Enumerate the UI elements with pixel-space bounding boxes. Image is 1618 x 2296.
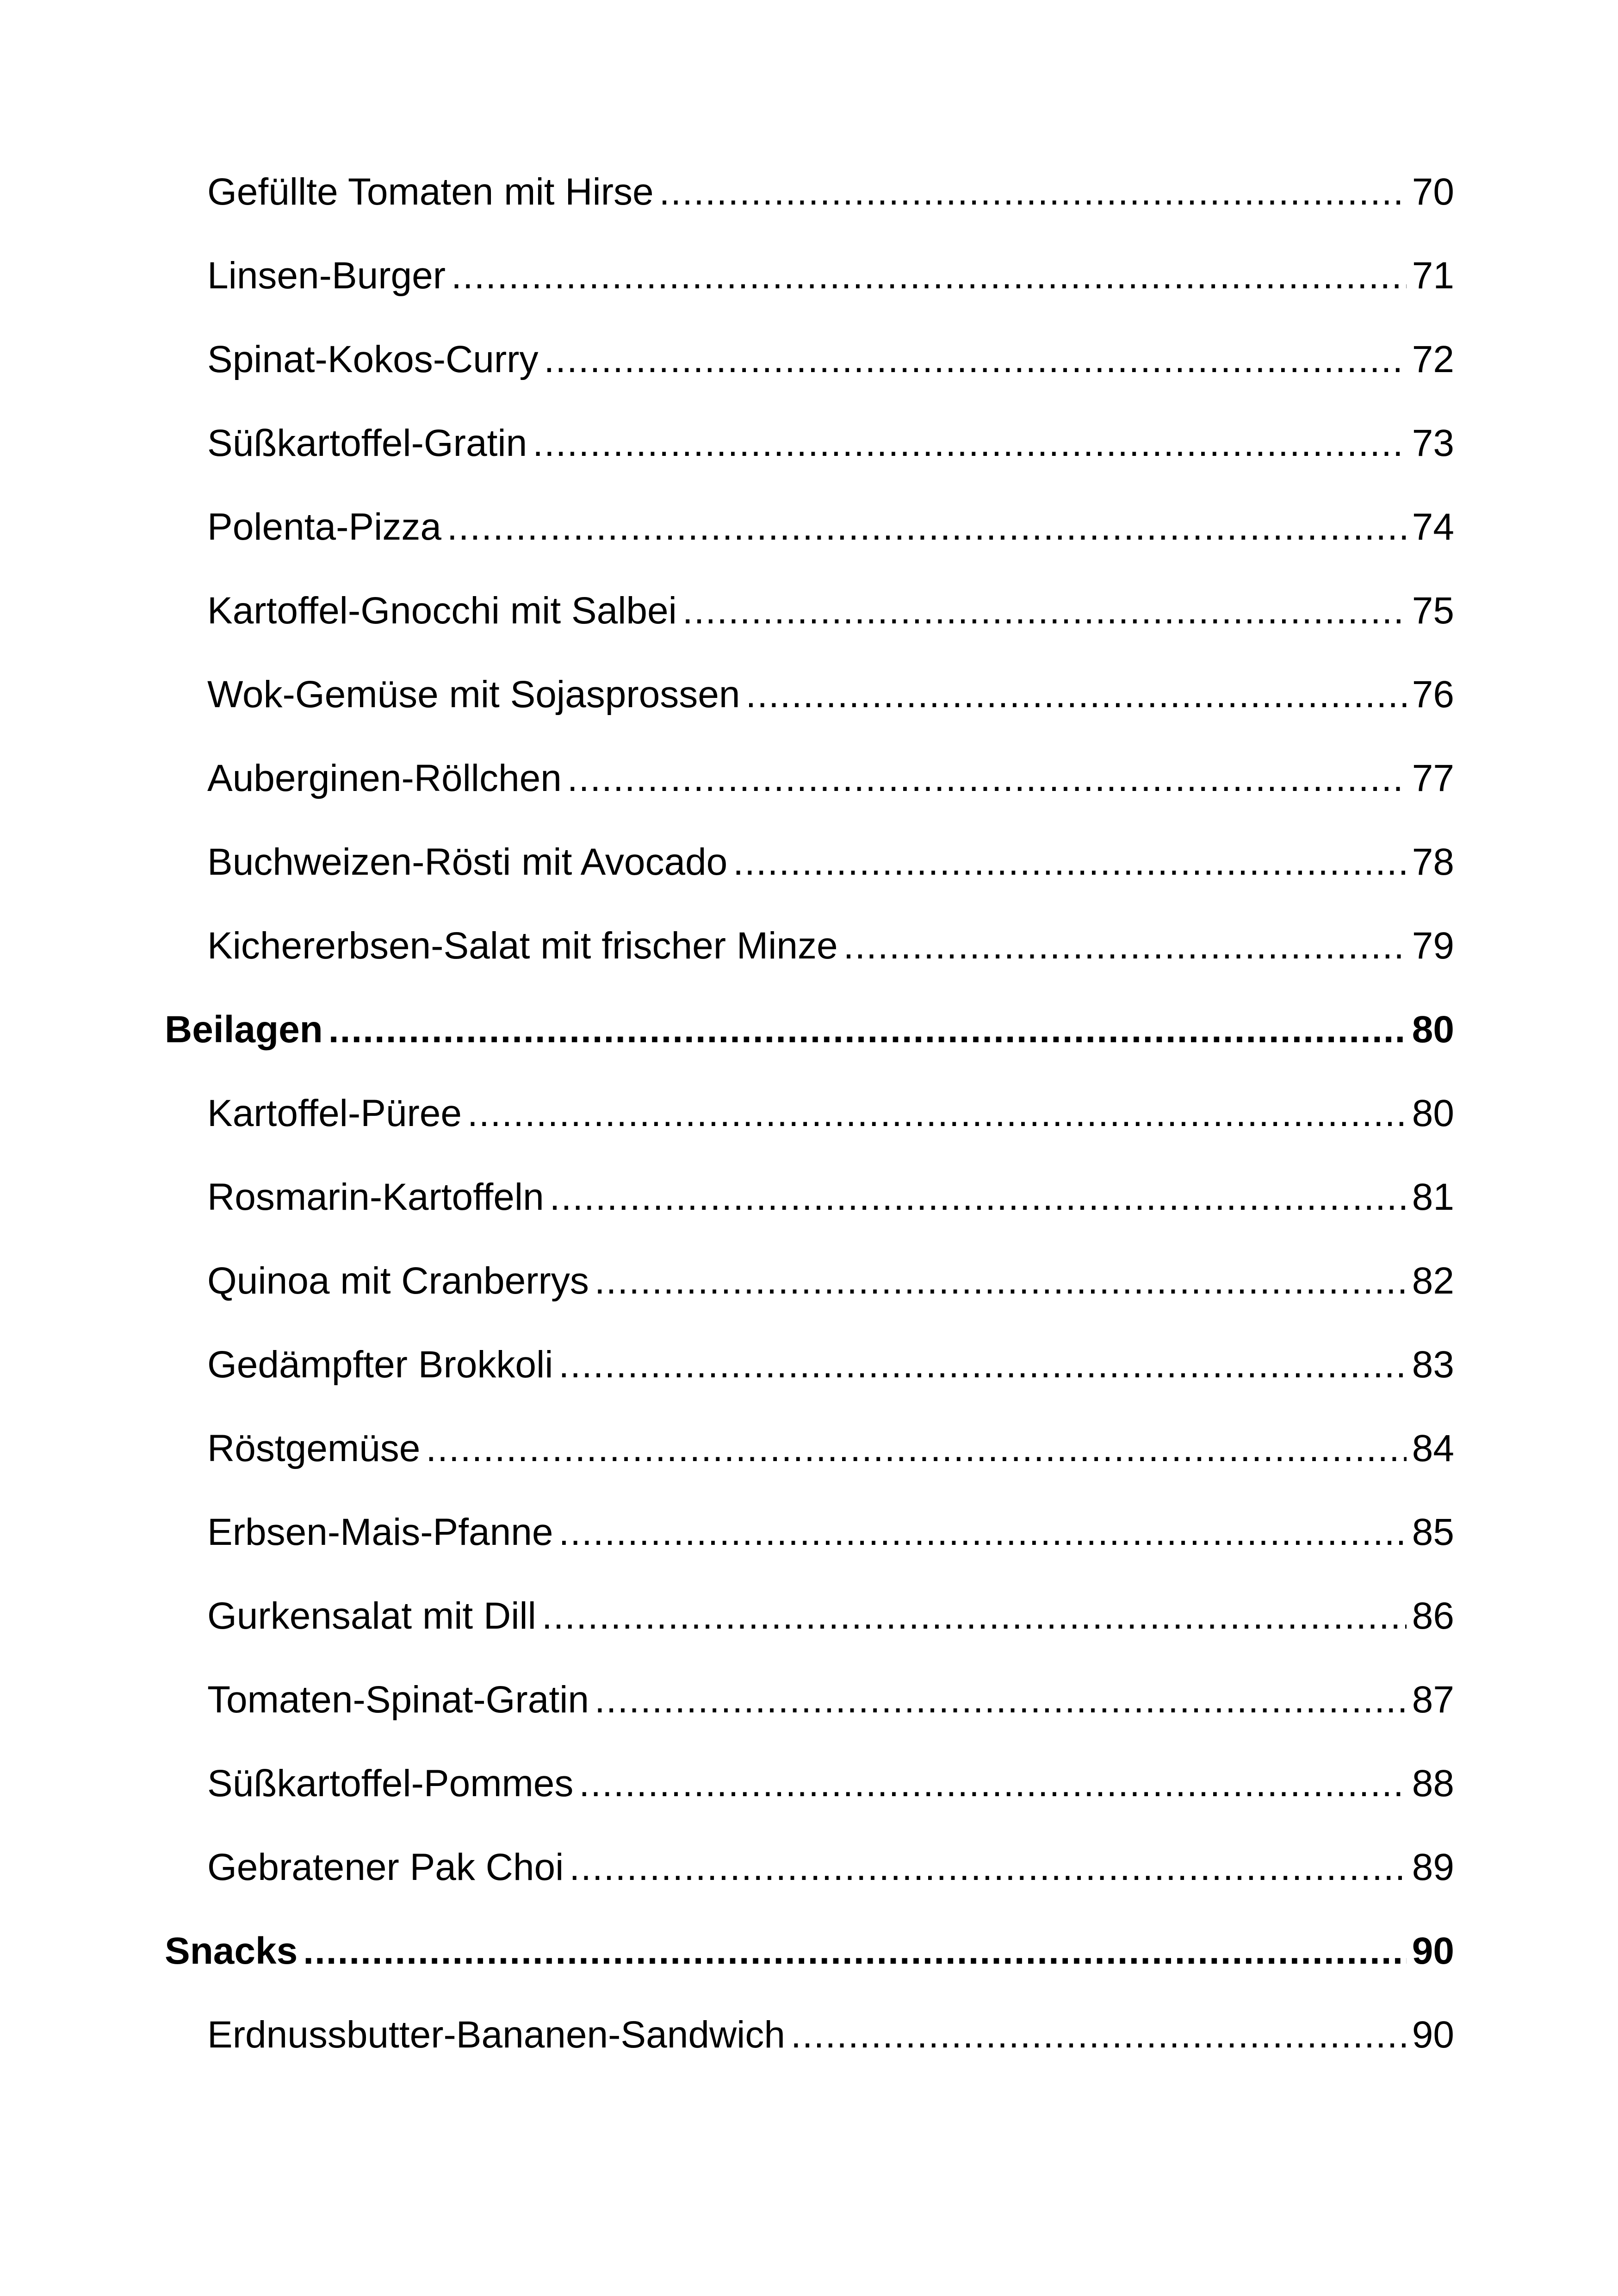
toc-page-number: 74 <box>1412 506 1454 548</box>
toc-entry-title: Röstgemüse <box>207 1427 421 1469</box>
toc-entry-row <box>207 1840 1454 1895</box>
toc-entry-row <box>207 583 1454 639</box>
toc-section-row <box>165 1923 1454 1979</box>
toc-entry-title: Spinat-Kokos-Curry <box>207 338 539 380</box>
toc-dot-leader <box>426 1421 1406 1476</box>
toc-entry-title: Gedämpfter Brokkoli <box>207 1344 553 1386</box>
toc-section-row <box>165 1002 1454 1058</box>
toc-entry-row <box>207 1253 1454 1309</box>
toc-dot-leader <box>569 1840 1406 1895</box>
toc-entry-title: Erdnussbutter-Bananen-Sandwich <box>207 2014 785 2056</box>
toc-entry-row <box>207 1421 1454 1476</box>
toc-section-title: Snacks <box>165 1930 298 1972</box>
toc-entry-title: Erbsen-Mais-Pfanne <box>207 1511 553 1553</box>
toc-entry-row <box>207 1086 1454 1141</box>
toc-page-number: 89 <box>1412 1846 1454 1888</box>
toc-entry-row <box>207 751 1454 806</box>
toc-page-number: 82 <box>1412 1260 1454 1302</box>
toc-page-number: 81 <box>1412 1176 1454 1218</box>
toc-dot-leader <box>843 918 1407 974</box>
toc-page-number: 72 <box>1412 338 1454 380</box>
toc-entry-row <box>207 416 1454 471</box>
toc-dot-leader <box>595 1253 1407 1309</box>
toc-entry-title: Kartoffel-Püree <box>207 1092 462 1134</box>
toc-entry-title: Linsen-Burger <box>207 255 446 297</box>
toc-dot-leader <box>303 1923 1407 1979</box>
toc-entry-title: Quinoa mit Cranberrys <box>207 1260 589 1302</box>
toc-page-number: 85 <box>1412 1511 1454 1553</box>
toc-page-number: 70 <box>1412 171 1454 213</box>
toc-page-number: 78 <box>1412 841 1454 883</box>
toc-entry-row <box>207 1170 1454 1225</box>
toc-entry-title: Tomaten-Spinat-Gratin <box>207 1679 589 1721</box>
toc-page-number: 90 <box>1412 2014 1454 2056</box>
toc-page-number: 88 <box>1412 1762 1454 1804</box>
toc-page-number: 79 <box>1412 925 1454 967</box>
toc-dot-leader <box>595 1672 1407 1728</box>
toc-dot-leader <box>558 1337 1406 1393</box>
toc-entry-title: Kartoffel-Gnocchi mit Salbei <box>207 590 677 632</box>
toc-page-number: 75 <box>1412 590 1454 632</box>
toc-entry-title: Süßkartoffel-Gratin <box>207 422 527 464</box>
toc-entry-row <box>207 1337 1454 1393</box>
toc-entry-row <box>207 1672 1454 1728</box>
toc-dot-leader <box>567 751 1407 806</box>
toc-dot-leader <box>745 667 1406 722</box>
toc-entry-row <box>207 499 1454 555</box>
toc-dot-leader <box>533 416 1407 471</box>
toc-entry-row <box>207 918 1454 974</box>
toc-dot-leader <box>733 834 1407 890</box>
toc-entry-title: Gurkensalat mit Dill <box>207 1595 536 1637</box>
toc-entry-row <box>207 1588 1454 1644</box>
toc-entry-row <box>207 834 1454 890</box>
toc-page-number: 80 <box>1412 1008 1454 1051</box>
toc-dot-leader <box>579 1756 1406 1811</box>
toc-entry-row <box>207 332 1454 387</box>
toc-page-number: 77 <box>1412 757 1454 799</box>
toc-page-number: 73 <box>1412 422 1454 464</box>
toc-dot-leader <box>447 499 1407 555</box>
toc-dot-leader <box>550 1170 1407 1225</box>
toc-entry-title: Rosmarin-Kartoffeln <box>207 1176 544 1218</box>
toc-entry-row <box>207 1505 1454 1560</box>
toc-entry-title: Gefüllte Tomaten mit Hirse <box>207 171 654 213</box>
toc-page-number: 71 <box>1412 255 1454 297</box>
toc-entry-title: Auberginen-Röllchen <box>207 757 562 799</box>
toc-entry-title: Gebratener Pak Choi <box>207 1846 564 1888</box>
toc-entry-row <box>207 667 1454 722</box>
toc-entry-row <box>207 1756 1454 1811</box>
toc-dot-leader <box>682 583 1407 639</box>
toc-page-number: 90 <box>1412 1930 1454 1972</box>
toc-dot-leader <box>659 164 1407 220</box>
toc-entry-title: Süßkartoffel-Pommes <box>207 1762 574 1804</box>
toc-dot-leader <box>329 1002 1407 1058</box>
toc-entry-row <box>207 2007 1454 2063</box>
toc-entry-row <box>207 164 1454 220</box>
toc-page-number: 80 <box>1412 1092 1454 1134</box>
toc-dot-leader <box>791 2007 1407 2063</box>
toc-page-number: 84 <box>1412 1427 1454 1469</box>
toc-entry-title: Buchweizen-Rösti mit Avocado <box>207 841 728 883</box>
toc-dot-leader <box>558 1505 1406 1560</box>
toc-dot-leader <box>544 332 1406 387</box>
toc-entry-row <box>207 248 1454 304</box>
toc-entry-title: Wok-Gemüse mit Sojasprossen <box>207 673 740 716</box>
toc-page-number: 83 <box>1412 1344 1454 1386</box>
toc-dot-leader <box>451 248 1407 304</box>
toc-section-title: Beilagen <box>165 1008 323 1051</box>
toc-page-number: 76 <box>1412 673 1454 716</box>
toc-dot-leader <box>542 1588 1407 1644</box>
toc-entry-title: Polenta-Pizza <box>207 506 441 548</box>
toc-entry-title: Kichererbsen-Salat mit frischer Minze <box>207 925 838 967</box>
toc-dot-leader <box>467 1086 1407 1141</box>
toc-page-number: 86 <box>1412 1595 1454 1637</box>
toc-page-number: 87 <box>1412 1679 1454 1721</box>
